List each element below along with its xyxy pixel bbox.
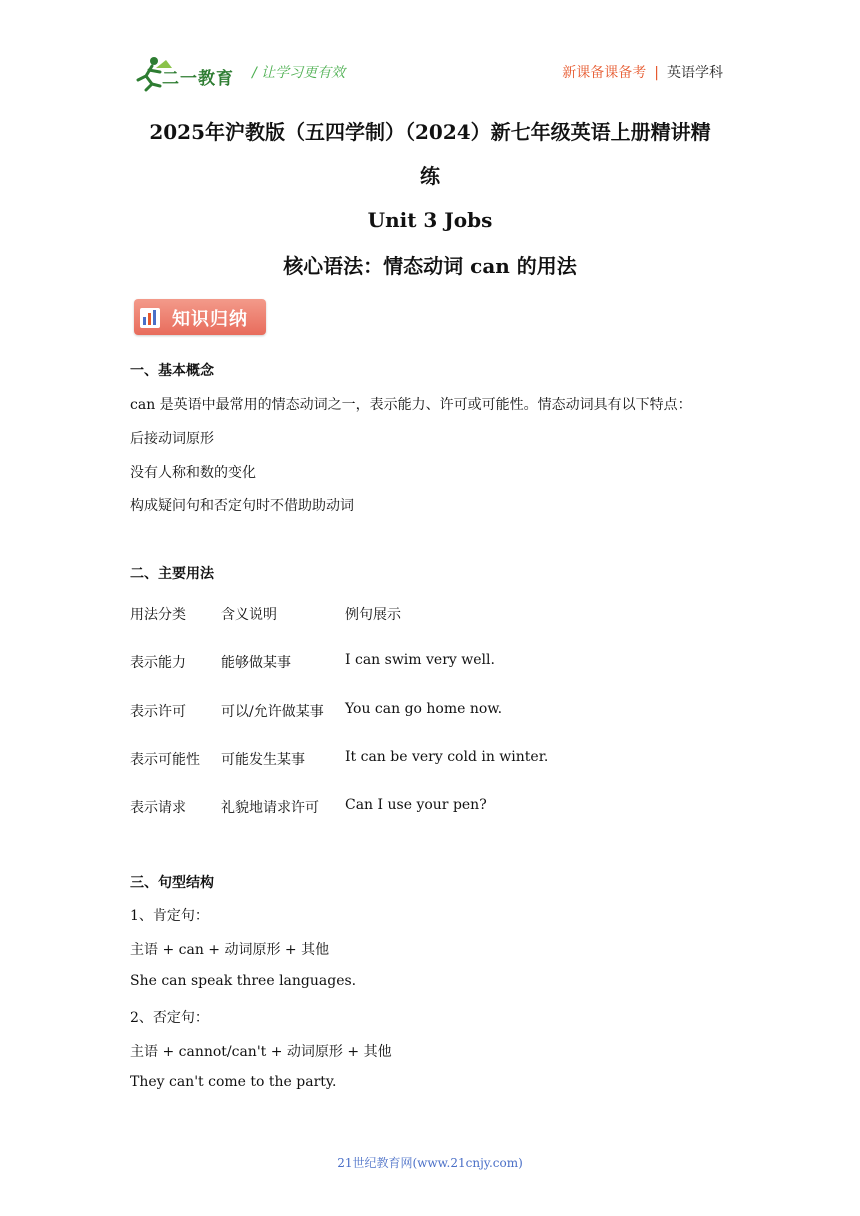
header-separator: | xyxy=(654,65,659,81)
section3-line: They can't come to the party. xyxy=(130,1074,337,1090)
section2-heading: 二、主要用法 xyxy=(130,566,214,582)
column-header: 例句展示 xyxy=(345,607,401,623)
badge-label: 知识归纳 xyxy=(172,309,248,330)
section1-line: can 是英语中最常用的情态动词之一，表示能力、许可或可能性。情态动词具有以下特点： xyxy=(130,397,692,413)
document-subtitle: 核心语法：情态动词 can 的用法 xyxy=(283,254,577,278)
document-title-line2: 练 xyxy=(420,164,440,188)
page-header xyxy=(0,0,860,100)
usage-meaning: 礼貌地请求许可 xyxy=(221,800,319,816)
header-course-label: 新课备课备考 xyxy=(562,65,647,81)
header-subject-label: 英语学科 xyxy=(667,65,723,81)
usage-meaning: 能够做某事 xyxy=(221,655,291,671)
usage-category: 表示请求 xyxy=(130,800,186,816)
usage-category: 表示可能性 xyxy=(130,752,200,768)
usage-example: You can go home now. xyxy=(345,701,503,717)
unit-title: Unit 3 Jobs xyxy=(367,208,493,232)
book-chart-icon xyxy=(139,305,161,329)
document-title-block xyxy=(130,110,730,290)
section1-line: 没有人称和数的变化 xyxy=(130,465,256,481)
knowledge-summary-badge xyxy=(134,299,266,335)
section1-line: 后接动词原形 xyxy=(130,431,214,447)
document-title-line1: 2025年沪教版（五四学制）（2024）新七年级英语上册精讲精 xyxy=(149,120,711,144)
section3-line: 主语 + cannot/can't + 动词原形 + 其他 xyxy=(130,1044,392,1060)
section3-line: 主语 + can + 动词原形 + 其他 xyxy=(130,942,330,958)
section1-heading: 一、基本概念 xyxy=(130,363,214,379)
column-header: 含义说明 xyxy=(221,607,277,623)
section1-line: 构成疑问句和否定句时不借助助动词 xyxy=(130,498,354,514)
section3-line: She can speak three languages. xyxy=(130,973,357,989)
usage-category: 表示能力 xyxy=(130,655,186,671)
section3-line: 1、肯定句： xyxy=(130,908,209,924)
slogan: / 让学习更有效 xyxy=(252,65,346,81)
usage-example: Can I use your pen? xyxy=(345,797,487,813)
usage-category: 表示许可 xyxy=(130,704,186,720)
usage-meaning: 可以/允许做某事 xyxy=(221,704,324,720)
usage-example: I can swim very well. xyxy=(345,652,495,668)
section3-heading: 三、句型结构 xyxy=(130,875,214,891)
header-subject xyxy=(562,62,723,82)
column-header: 用法分类 xyxy=(130,607,186,623)
section3-line: 2、否定句： xyxy=(130,1010,209,1026)
logo-text: 二一教育 xyxy=(162,69,234,89)
usage-example: It can be very cold in winter. xyxy=(345,749,549,765)
usage-meaning: 可能发生某事 xyxy=(221,752,305,768)
page-footer: 21世纪教育网(www.21cnjy.com) xyxy=(337,1156,523,1170)
